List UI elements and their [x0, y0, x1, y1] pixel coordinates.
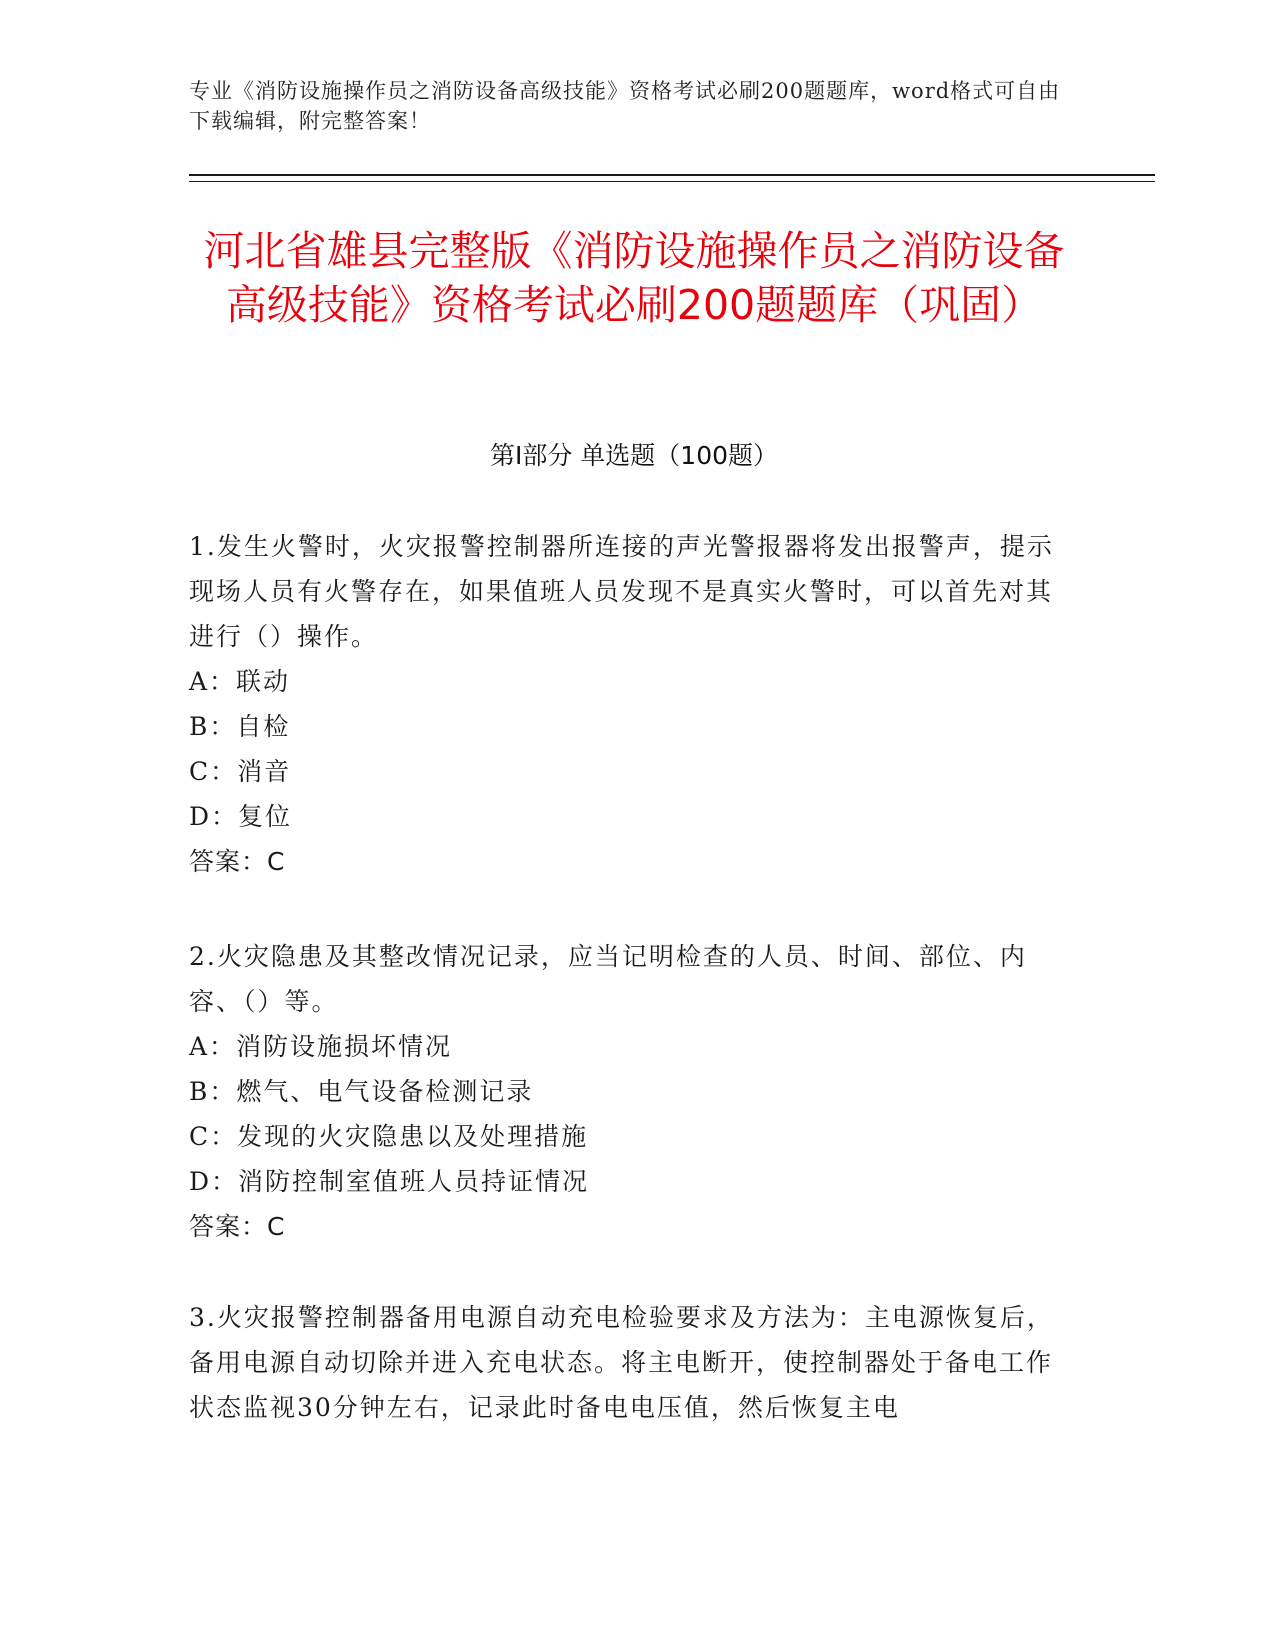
answer: 答案：C [189, 1212, 286, 1241]
question-stem: 2.火灾隐患及其整改情况记录，应当记明检查的人员、时间、部位、内容、（）等。 [189, 942, 1027, 1016]
option-a: A：消防设施损坏情况 [189, 1032, 453, 1061]
header-rule-thin [189, 181, 1155, 182]
answer: 答案：C [189, 847, 286, 876]
question-stem: 3.火灾报警控制器备用电源自动充电检验要求及方法为：主电源恢复后，备用电源自动切除并进入充电状态。将主电断开，使控制器处于备电工作状态监视30分钟左右，记录此时备电电压值，然后恢复主电 [189, 1303, 1054, 1422]
option-d: D：复位 [189, 802, 293, 831]
option-c: C：发现的火灾隐患以及处理措施 [189, 1122, 589, 1151]
option-d: D：消防控制室值班人员持证情况 [189, 1167, 590, 1196]
header-rule-thick [189, 174, 1155, 176]
document-title: 河北省雄县完整版《消防设施操作员之消防设备高级技能》资格考试必刷200题题库（巩固） [203, 227, 1065, 329]
option-a: A：联动 [189, 667, 291, 696]
option-c: C：消音 [189, 757, 292, 786]
header-note: 专业《消防设施操作员之消防设备高级技能》资格考试必刷200题题库，word格式可自由下载编辑，附完整答案！ [189, 79, 1061, 133]
question-3 [189, 1295, 1069, 1430]
question-2 [189, 934, 1069, 1249]
question-stem: 1.发生火警时，火灾报警控制器所连接的声光警报器将发出报警声，提示现场人员有火警存在，如果值班人员发现不是真实火警时，可以首先对其进行（）操作。 [189, 532, 1054, 651]
option-b: B：燃气、电气设备检测记录 [189, 1077, 534, 1106]
section-title: 第Ⅰ部分 单选题（100题） [489, 441, 779, 470]
question-1 [189, 524, 1069, 884]
option-b: B：自检 [189, 712, 291, 741]
